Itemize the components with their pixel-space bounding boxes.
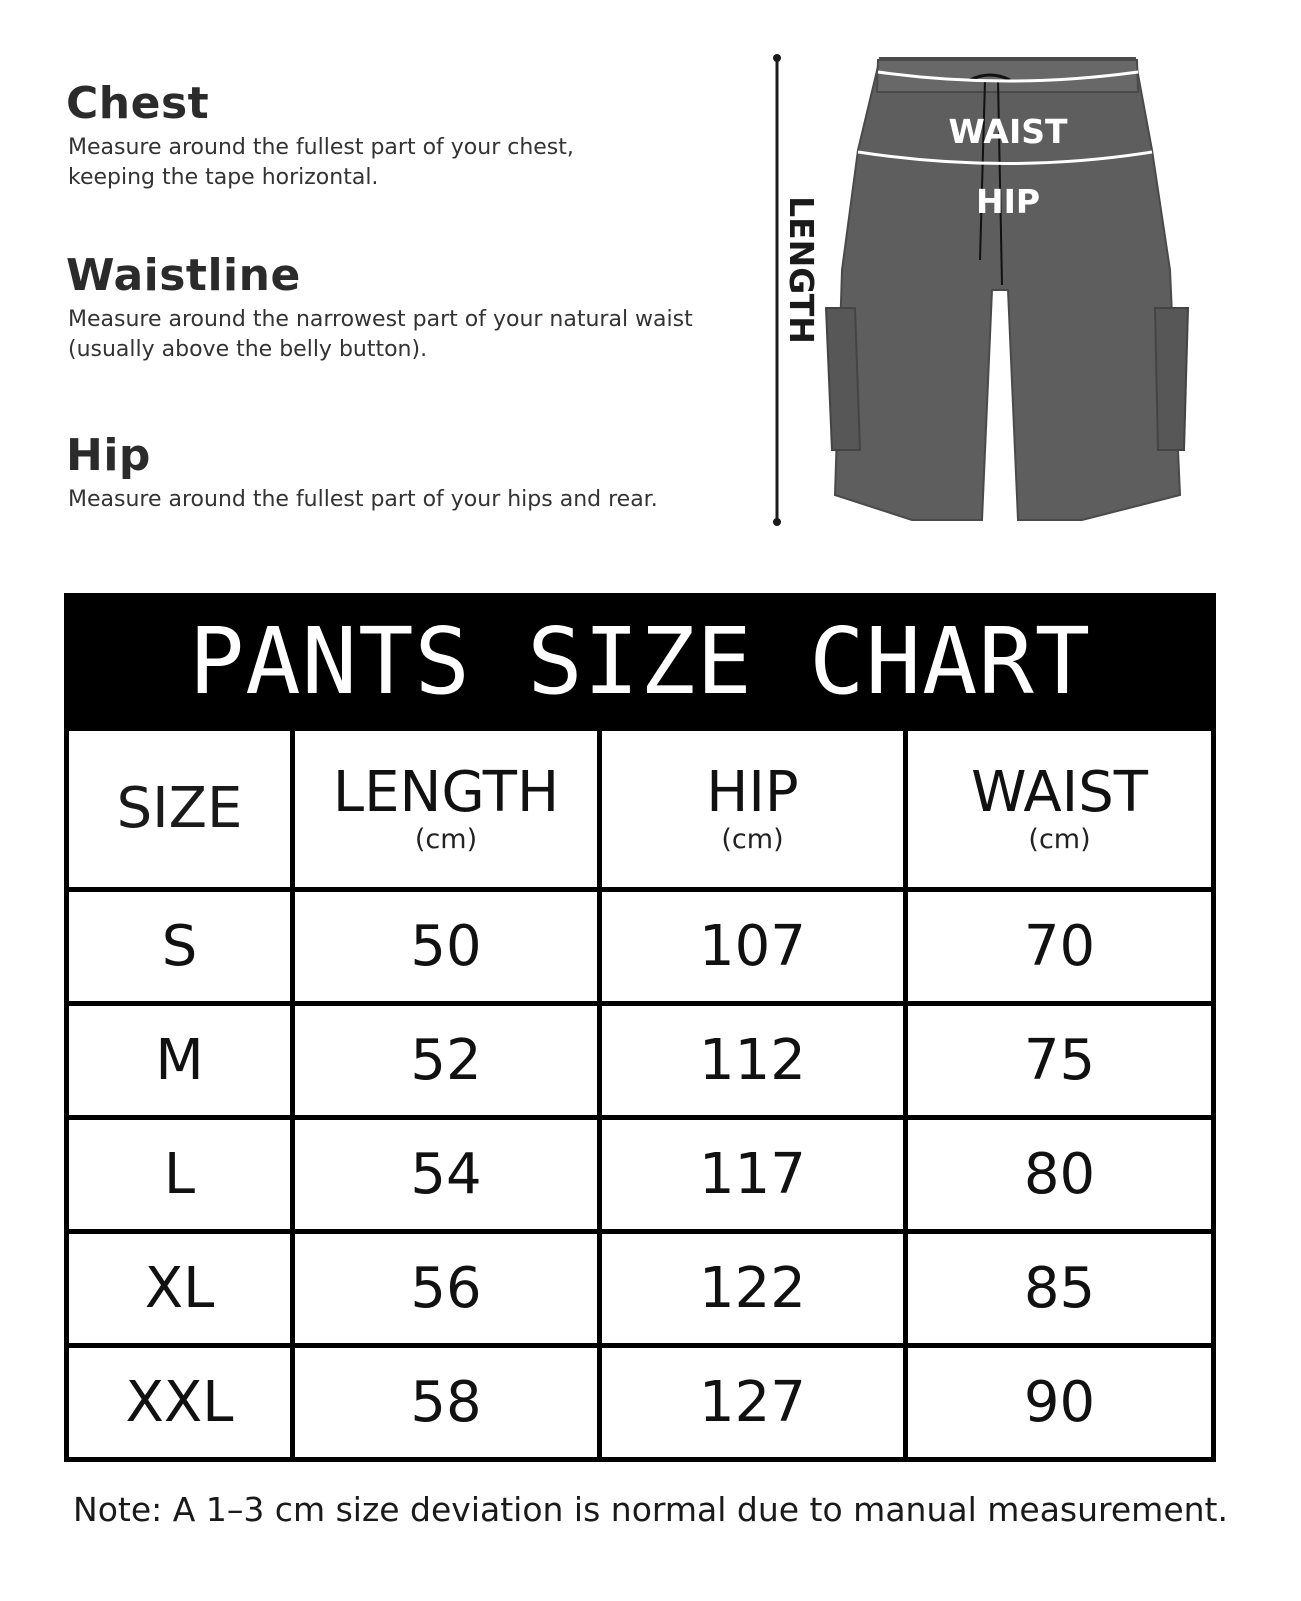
header-waist <box>906 728 1214 889</box>
header-length <box>293 728 600 889</box>
table-row <box>67 1117 1214 1231</box>
waistline-title: Waistline <box>66 250 301 301</box>
size-chart-table <box>64 593 1216 1462</box>
size-cell: XXL <box>67 1345 293 1459</box>
waist-cell: 70 <box>906 889 1214 1003</box>
waist-cell: 75 <box>906 1003 1214 1117</box>
shorts-diagram <box>760 40 1220 550</box>
hip-title: Hip <box>66 430 151 481</box>
table-header-row <box>67 728 1214 889</box>
length-measure-line <box>773 54 781 526</box>
table-row <box>67 1003 1214 1117</box>
hip-cell: 122 <box>600 1231 906 1345</box>
length-cell: 54 <box>293 1117 600 1231</box>
header-waist-unit: (cm) <box>1028 823 1091 855</box>
table-row <box>67 889 1214 1003</box>
size-cell: M <box>67 1003 293 1117</box>
chest-description: Measure around the fullest part of your chest, keeping the tape horizontal. <box>68 135 574 190</box>
size-cell: S <box>67 889 293 1003</box>
measurement-note: Note: A 1–3 cm size deviation is normal due to manual measurement. <box>73 1490 1228 1529</box>
header-hip-label: HIP <box>706 759 799 825</box>
hip-cell: 117 <box>600 1117 906 1231</box>
header-hip <box>600 728 906 889</box>
length-cell: 52 <box>293 1003 600 1117</box>
waistline-guide <box>66 250 766 365</box>
header-size <box>67 728 293 889</box>
waist-cell: 80 <box>906 1117 1214 1231</box>
hip-cell: 112 <box>600 1003 906 1117</box>
hip-cell: 127 <box>600 1345 906 1459</box>
hip-guide <box>66 430 766 515</box>
chest-title: Chest <box>66 78 210 129</box>
header-size-label: SIZE <box>116 776 243 842</box>
hip-cell: 107 <box>600 889 906 1003</box>
size-cell: L <box>67 1117 293 1231</box>
length-label: LENGTH <box>782 196 821 344</box>
length-cell: 58 <box>293 1345 600 1459</box>
chest-guide <box>66 78 766 193</box>
hip-description: Measure around the fullest part of your hips and rear. <box>68 487 658 512</box>
size-chart-title: PANTS SIZE CHART <box>67 596 1214 729</box>
table-row <box>67 1345 1214 1459</box>
waistline-description: Measure around the narrowest part of your natural waist (usually above the belly button). <box>68 307 693 362</box>
size-cell: XL <box>67 1231 293 1345</box>
header-waist-label: WAIST <box>971 759 1148 825</box>
length-cell: 50 <box>293 889 600 1003</box>
header-hip-unit: (cm) <box>721 823 784 855</box>
header-length-label: LENGTH <box>332 759 560 825</box>
header-length-unit: (cm) <box>414 823 478 855</box>
waist-cell: 90 <box>906 1345 1214 1459</box>
table-row <box>67 1231 1214 1345</box>
waist-cell: 85 <box>906 1231 1214 1345</box>
length-cell: 56 <box>293 1231 600 1345</box>
hip-label: HIP <box>975 182 1041 221</box>
waist-label: WAIST <box>948 112 1068 151</box>
